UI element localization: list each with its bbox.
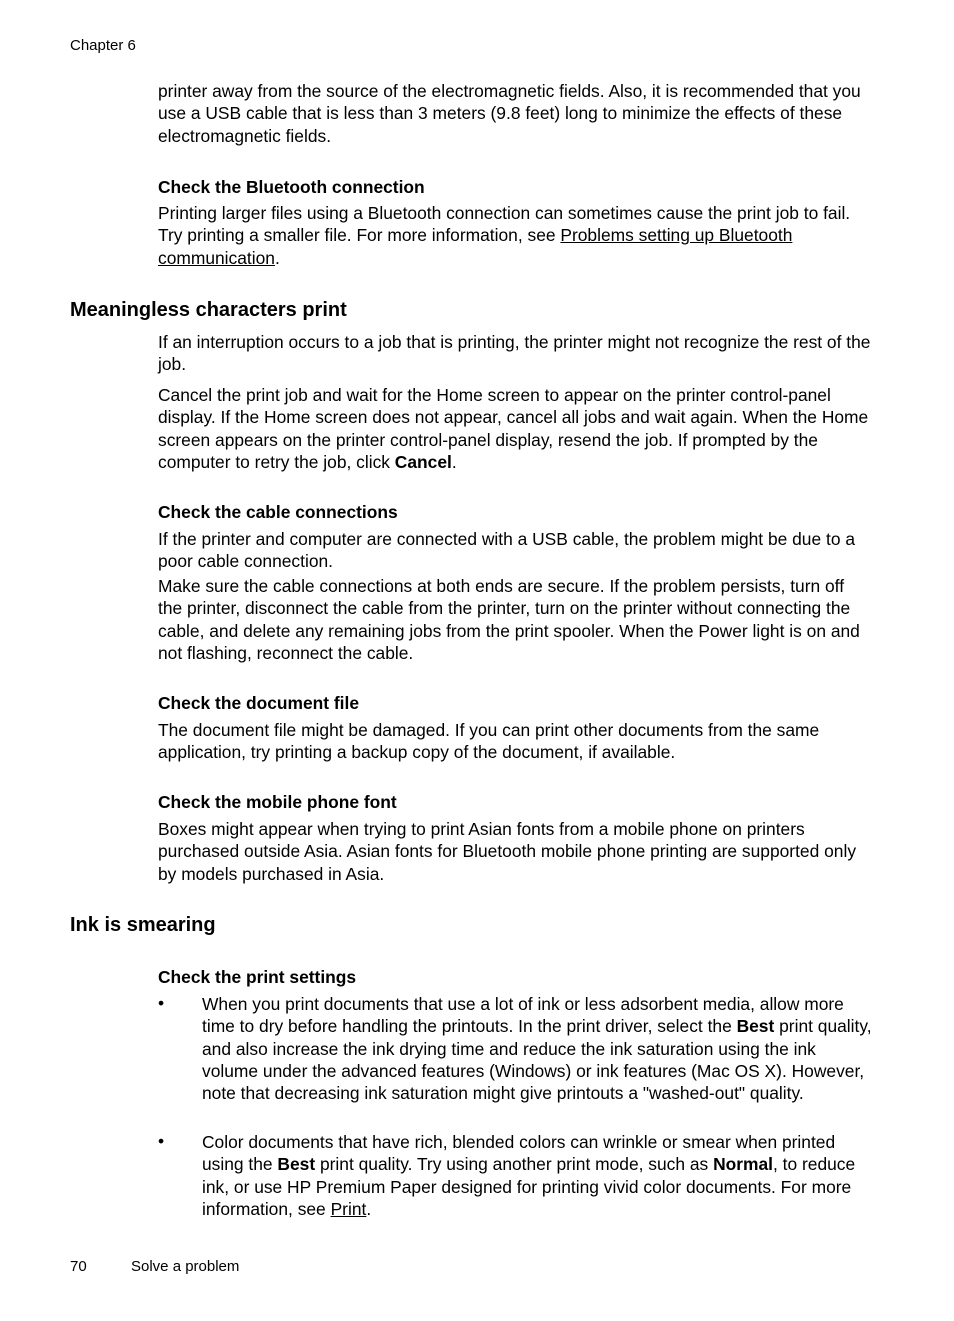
- cable-heading: Check the cable connections: [158, 502, 398, 522]
- bullet-1-marker: •: [158, 993, 165, 1013]
- meaningless-p2-text: Cancel the print job and wait for the Home screen to appear on the printer control-panel display. If the Home screen does not appear, cancel all jobs and wait again. When the Home screen appears on the printer control-panel display, resend the job. If prompted by the computer to retry the job, click: [158, 385, 869, 472]
- bullet-1-part-end: print quality, and also increase the ink drying time and reduce the ink saturation using the ink volume under the advanced features (Windows) or ink features (Mac OS X). However, note that decreasing ink saturation might give printouts a "washed-out" quality.: [202, 1016, 872, 1104]
- print-link[interactable]: Print: [330, 1198, 367, 1219]
- bullet-2-end: .: [366, 1198, 372, 1219]
- bluetooth-text: Printing larger files using a Bluetooth connection can sometimes cause the print job to fail. Try printing a smaller file. For more information, see: [158, 203, 851, 246]
- chapter-header: Chapter 6: [70, 37, 136, 54]
- meaningless-p2-end: .: [451, 451, 457, 472]
- best-bold-2: Best: [277, 1154, 316, 1175]
- intro-paragraph: printer away from the source of the electromagnetic fields. Also, it is recommended that you use a USB cable that is less than 3 meters (9.8 feet) long to minimize the effects of these electromagnetic fields.: [158, 81, 861, 146]
- page-number: 70: [70, 1258, 87, 1275]
- meaningless-characters-heading: Meaningless characters print: [70, 299, 347, 321]
- phonefont-heading: Check the mobile phone font: [158, 792, 397, 812]
- meaningless-paragraph-2: [158, 384, 873, 473]
- print-settings-heading: Check the print settings: [158, 967, 357, 987]
- meaningless-paragraph-1: If an interruption occurs to a job that is printing, the printer might not recognize the rest of the job.: [158, 332, 871, 375]
- bullet-2-text: [202, 1131, 874, 1220]
- docfile-paragraph: The document file might be damaged. If you can print other documents from the same application, try printing a backup copy of the document, if available.: [158, 720, 820, 763]
- bullet-2-mid: print quality. Try using another print mode, such as: [315, 1154, 714, 1175]
- bullet-2-marker: •: [158, 1131, 165, 1151]
- bluetooth-problems-link[interactable]: Problems setting up Bluetooth communication: [158, 225, 793, 268]
- bullet-2-mid2: , to reduce ink, or use HP Premium Paper designed for printing vivid color documents. For more information, see: [202, 1154, 856, 1219]
- bullet-1-part: When you print documents that use a lot of ink or less adsorbent media, allow more time to dry before handling the printouts. In the print driver, select the: [202, 994, 844, 1037]
- footer-section: Solve a problem: [131, 1258, 240, 1275]
- ink-smearing-heading: Ink is smearing: [70, 914, 216, 936]
- bluetooth-text-end: .: [274, 247, 280, 268]
- cancel-bold: Cancel: [394, 451, 452, 472]
- docfile-heading: Check the document file: [158, 693, 359, 713]
- bullet-1-text: [202, 993, 874, 1104]
- bluetooth-paragraph: [158, 202, 873, 269]
- bluetooth-heading: Check the Bluetooth connection: [158, 177, 425, 197]
- cable-paragraph-2: Make sure the cable connections at both ends are secure. If the problem persists, turn off the printer, disconnect the cable from the printer, turn on the printer without connecting the cable, and delete any remaining jobs from the print spooler. When the Power light is on and not flashing, reconnect the cable.: [158, 576, 860, 663]
- normal-bold: Normal: [713, 1154, 773, 1175]
- phonefont-paragraph: Boxes might appear when trying to print Asian fonts from a mobile phone on printers purchased outside Asia. Asian fonts for Bluetooth mobile phone printing are supported only by models purchased in Asia.: [158, 819, 857, 884]
- cable-paragraph-1: If the printer and computer are connected with a USB cable, the problem might be due to a poor cable connection.: [158, 529, 855, 572]
- best-bold: Best: [736, 1016, 775, 1037]
- bullet-2-part: Color documents that have rich, blended colors can wrinkle or smear when printed using the: [202, 1132, 836, 1175]
